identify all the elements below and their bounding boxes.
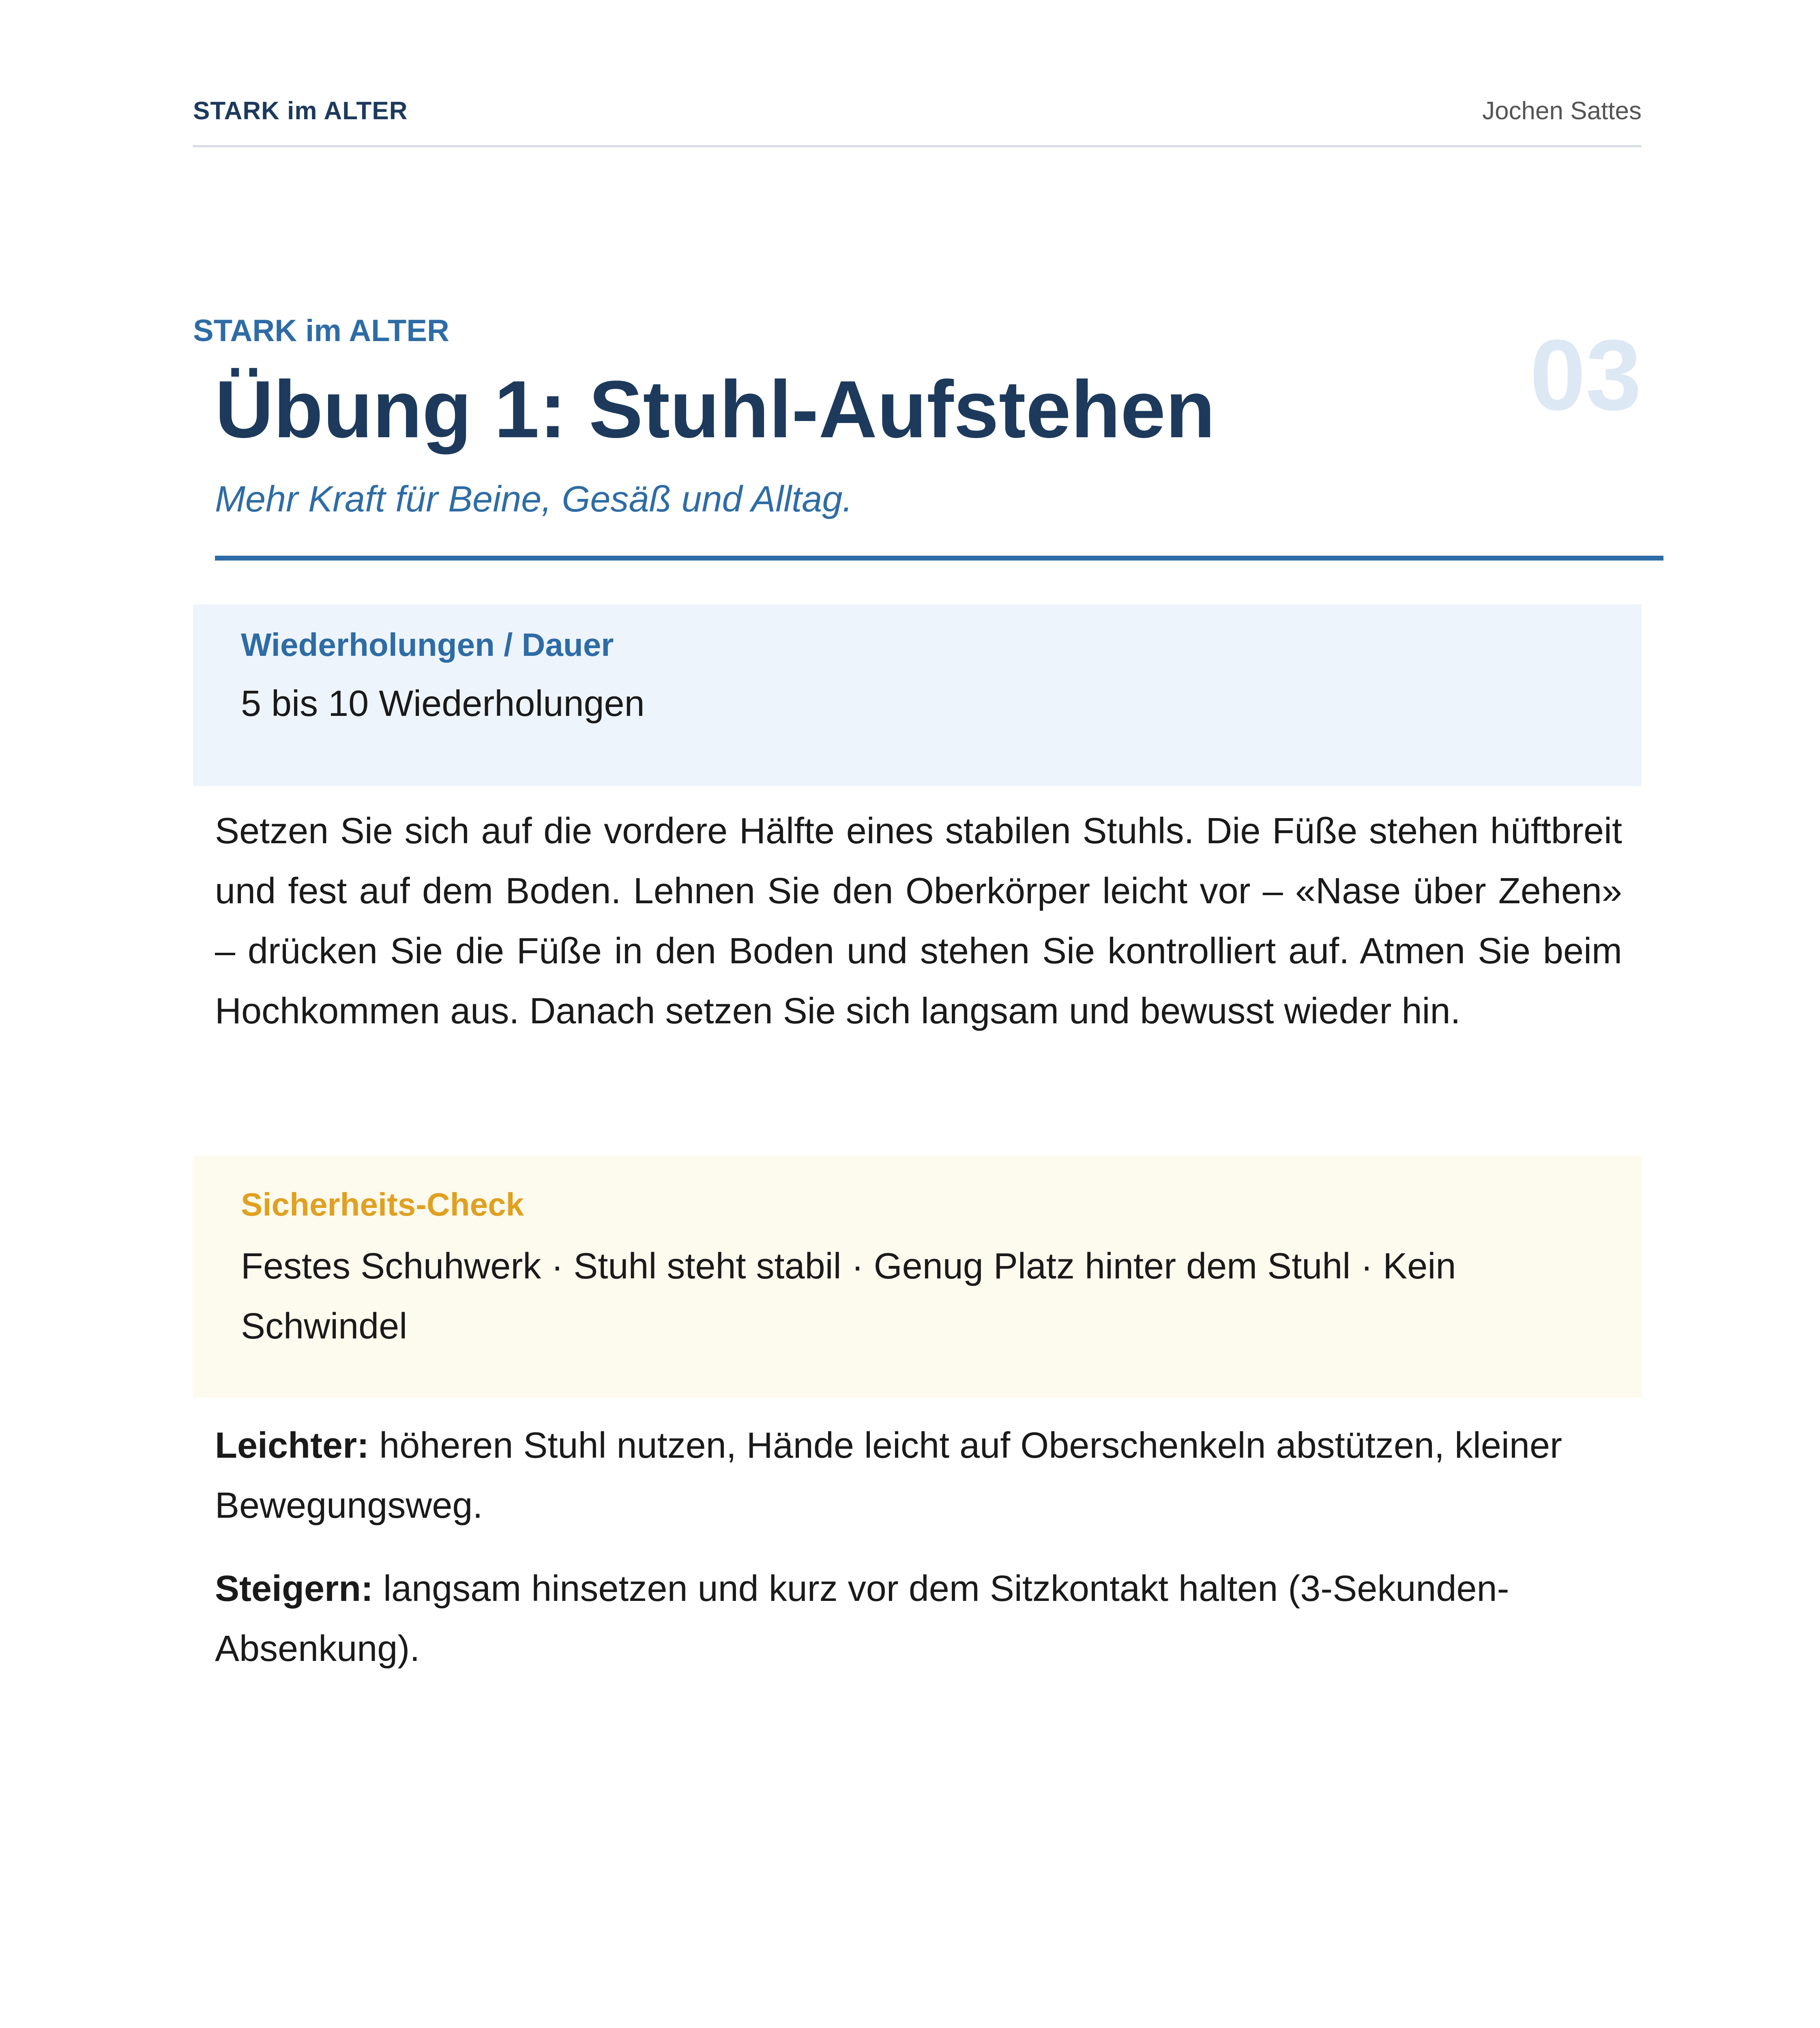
- chapter-number: 03: [1530, 318, 1642, 431]
- repetitions-value: 5 bis 10 Wiederholungen: [241, 683, 645, 724]
- header-brand: STARK im ALTER: [193, 97, 408, 125]
- repetitions-label: Wiederholungen / Dauer: [241, 627, 614, 663]
- harder-variant: [215, 1559, 1622, 1679]
- easier-variant: [215, 1416, 1622, 1536]
- harder-label: Steigern:: [215, 1568, 373, 1609]
- instructions-paragraph: Setzen Sie sich auf die vordere Hälfte eines stabilen Stuhls. Die Füße stehen hüftbreit und fest auf dem Boden. Lehnen Sie den Oberkörper leicht vor – «Nase über Zehen» – drücken Sie die Füße in den Boden und stehen Sie kontrolliert auf. Atmen Sie beim Hochkommen aus. Danach setzen Sie sich langsam und bewusst wieder hin.: [215, 811, 1622, 1031]
- header-author: Jochen Sattes: [1482, 97, 1642, 125]
- harder-text: langsam hinsetzen und kurz vor dem Sitzkontakt halten (3-Sekunden-Absenkung).: [215, 1568, 1509, 1669]
- safety-check-value: Festes Schuhwerk · Stuhl steht stabil · Genug Platz hinter dem Stuhl · Kein Schwindel: [241, 1246, 1456, 1347]
- safety-check-box: [193, 1156, 1642, 1398]
- easier-text: höheren Stuhl nutzen, Hände leicht auf Oberschenkeln abstützen, kleiner Bewegungsweg.: [215, 1425, 1562, 1526]
- safety-check-label: Sicherheits-Check: [241, 1186, 524, 1222]
- repetitions-box: [193, 604, 1642, 786]
- page-title: Übung 1: Stuhl-Aufstehen: [215, 364, 1215, 455]
- page-subtitle: Mehr Kraft für Beine, Gesäß und Alltag.: [215, 479, 853, 520]
- page-header: [193, 97, 1642, 147]
- title-divider: [215, 556, 1663, 561]
- chapter-kicker: STARK im ALTER: [193, 314, 449, 348]
- easier-label: Leichter:: [215, 1425, 369, 1466]
